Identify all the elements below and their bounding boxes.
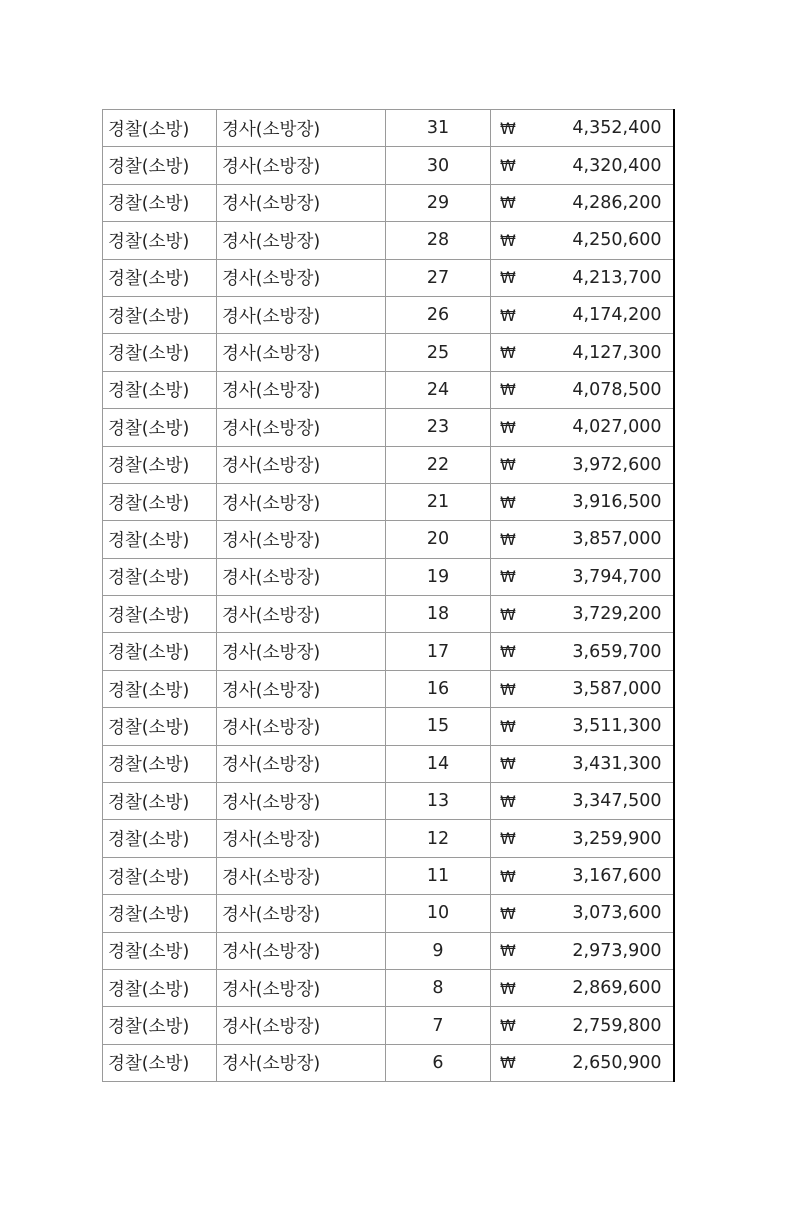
pay-amount: 4,078,500 xyxy=(572,379,662,400)
pay-cell[interactable] xyxy=(491,932,674,969)
pay-value-wrap xyxy=(491,118,673,138)
table-row xyxy=(103,670,674,707)
pay-amount: 3,431,300 xyxy=(572,753,662,774)
grade-cell[interactable]: 19 xyxy=(386,558,491,595)
org-cell[interactable]: 경찰(소방) xyxy=(103,558,217,595)
currency-symbol: ₩ xyxy=(500,343,516,363)
org-cell[interactable]: 경찰(소방) xyxy=(103,483,217,520)
pay-amount: 3,587,000 xyxy=(572,679,662,700)
pay-cell[interactable] xyxy=(491,259,674,296)
grade-cell[interactable]: 14 xyxy=(386,745,491,782)
pay-value-wrap xyxy=(491,679,673,699)
pay-value-wrap xyxy=(491,343,673,363)
pay-cell[interactable] xyxy=(491,371,674,408)
org-cell[interactable]: 경찰(소방) xyxy=(103,670,217,707)
rank-cell[interactable]: 경사(소방장) xyxy=(217,820,386,857)
pay-cell[interactable] xyxy=(491,483,674,520)
currency-symbol: ₩ xyxy=(500,455,516,475)
pay-amount: 3,073,600 xyxy=(572,903,662,924)
org-cell[interactable]: 경찰(소방) xyxy=(103,1044,217,1081)
rank-cell[interactable]: 경사(소방장) xyxy=(217,670,386,707)
pay-cell[interactable] xyxy=(491,1007,674,1044)
table-row xyxy=(103,1044,674,1081)
pay-cell[interactable] xyxy=(491,857,674,894)
pay-cell[interactable] xyxy=(491,708,674,745)
table-row xyxy=(103,371,674,408)
currency-symbol: ₩ xyxy=(500,791,516,811)
rank-cell[interactable]: 경사(소방장) xyxy=(217,558,386,595)
grade-cell[interactable]: 30 xyxy=(386,147,491,184)
rank-cell[interactable]: 경사(소방장) xyxy=(217,857,386,894)
pay-cell[interactable] xyxy=(491,409,674,446)
grade-cell[interactable]: 6 xyxy=(386,1044,491,1081)
currency-symbol: ₩ xyxy=(500,118,516,138)
org-cell[interactable]: 경찰(소방) xyxy=(103,969,217,1006)
grade-cell[interactable]: 24 xyxy=(386,371,491,408)
pay-amount: 2,759,800 xyxy=(572,1015,662,1036)
currency-symbol: ₩ xyxy=(500,417,516,437)
pay-value-wrap xyxy=(491,305,673,325)
pay-value-wrap xyxy=(491,417,673,437)
rank-cell[interactable]: 경사(소방장) xyxy=(217,259,386,296)
currency-symbol: ₩ xyxy=(500,529,516,549)
pay-cell[interactable] xyxy=(491,670,674,707)
org-cell[interactable]: 경찰(소방) xyxy=(103,222,217,259)
pay-cell[interactable] xyxy=(491,521,674,558)
pay-cell[interactable] xyxy=(491,745,674,782)
pay-value-wrap xyxy=(491,1053,673,1073)
table-row xyxy=(103,633,674,670)
pay-amount: 3,857,000 xyxy=(572,529,662,550)
org-cell[interactable]: 경찰(소방) xyxy=(103,446,217,483)
currency-symbol: ₩ xyxy=(500,156,516,176)
org-cell[interactable]: 경찰(소방) xyxy=(103,895,217,932)
grade-cell[interactable]: 16 xyxy=(386,670,491,707)
pay-value-wrap xyxy=(491,791,673,811)
grade-cell[interactable]: 21 xyxy=(386,483,491,520)
pay-amount: 4,352,400 xyxy=(572,118,662,139)
org-cell[interactable]: 경찰(소방) xyxy=(103,633,217,670)
pay-amount: 4,174,200 xyxy=(572,305,662,326)
pay-value-wrap xyxy=(491,268,673,288)
grade-cell[interactable]: 8 xyxy=(386,969,491,1006)
grade-cell[interactable]: 17 xyxy=(386,633,491,670)
org-cell[interactable]: 경찰(소방) xyxy=(103,371,217,408)
pay-value-wrap xyxy=(491,604,673,624)
grade-cell[interactable]: 31 xyxy=(386,110,491,147)
pay-amount: 4,286,200 xyxy=(572,192,662,213)
table-row xyxy=(103,446,674,483)
rank-cell[interactable]: 경사(소방장) xyxy=(217,708,386,745)
grade-cell[interactable]: 25 xyxy=(386,334,491,371)
currency-symbol: ₩ xyxy=(500,1016,516,1036)
grade-cell[interactable]: 18 xyxy=(386,596,491,633)
salary-table xyxy=(102,109,675,1082)
pay-cell[interactable] xyxy=(491,446,674,483)
pay-value-wrap xyxy=(491,642,673,662)
pay-cell[interactable] xyxy=(491,296,674,333)
pay-amount: 2,973,900 xyxy=(572,940,662,961)
table-row xyxy=(103,558,674,595)
table-row xyxy=(103,1007,674,1044)
table-row xyxy=(103,110,674,147)
currency-symbol: ₩ xyxy=(500,567,516,587)
pay-cell[interactable] xyxy=(491,147,674,184)
rank-cell[interactable]: 경사(소방장) xyxy=(217,296,386,333)
grade-cell[interactable]: 9 xyxy=(386,932,491,969)
grade-cell[interactable]: 7 xyxy=(386,1007,491,1044)
currency-symbol: ₩ xyxy=(500,230,516,250)
table-row xyxy=(103,745,674,782)
currency-symbol: ₩ xyxy=(500,978,516,998)
rank-cell[interactable]: 경사(소방장) xyxy=(217,969,386,1006)
currency-symbol: ₩ xyxy=(500,716,516,736)
pay-amount: 3,729,200 xyxy=(572,604,662,625)
currency-symbol: ₩ xyxy=(500,492,516,512)
pay-amount: 4,213,700 xyxy=(572,267,662,288)
rank-cell[interactable]: 경사(소방장) xyxy=(217,783,386,820)
currency-symbol: ₩ xyxy=(500,1053,516,1073)
pay-amount: 3,347,500 xyxy=(572,791,662,812)
org-cell[interactable]: 경찰(소방) xyxy=(103,820,217,857)
currency-symbol: ₩ xyxy=(500,866,516,886)
org-cell[interactable]: 경찰(소방) xyxy=(103,783,217,820)
pay-amount: 3,972,600 xyxy=(572,454,662,475)
currency-symbol: ₩ xyxy=(500,268,516,288)
table-row xyxy=(103,259,674,296)
currency-symbol: ₩ xyxy=(500,305,516,325)
rank-cell[interactable]: 경사(소방장) xyxy=(217,446,386,483)
rank-cell[interactable]: 경사(소방장) xyxy=(217,1007,386,1044)
rank-cell[interactable]: 경사(소방장) xyxy=(217,147,386,184)
pay-value-wrap xyxy=(491,716,673,736)
currency-symbol: ₩ xyxy=(500,193,516,213)
rank-cell[interactable]: 경사(소방장) xyxy=(217,745,386,782)
org-cell[interactable]: 경찰(소방) xyxy=(103,932,217,969)
pay-amount: 3,659,700 xyxy=(572,641,662,662)
rank-cell[interactable]: 경사(소방장) xyxy=(217,371,386,408)
table-row xyxy=(103,932,674,969)
org-cell[interactable]: 경찰(소방) xyxy=(103,184,217,221)
currency-symbol: ₩ xyxy=(500,642,516,662)
pay-amount: 3,167,600 xyxy=(572,866,662,886)
rank-cell[interactable]: 경사(소방장) xyxy=(217,334,386,371)
pay-cell[interactable] xyxy=(491,969,674,1006)
pay-amount: 4,250,600 xyxy=(572,230,662,251)
org-cell[interactable]: 경찰(소방) xyxy=(103,334,217,371)
pay-cell[interactable] xyxy=(491,110,674,147)
table-row xyxy=(103,483,674,520)
pay-value-wrap xyxy=(491,903,673,923)
table-row xyxy=(103,147,674,184)
pay-amount: 3,511,300 xyxy=(572,716,662,737)
pay-value-wrap xyxy=(491,230,673,250)
pay-amount: 2,869,600 xyxy=(572,978,662,999)
currency-symbol: ₩ xyxy=(500,829,516,849)
table-row xyxy=(103,783,674,820)
grade-cell[interactable]: 12 xyxy=(386,820,491,857)
org-cell[interactable]: 경찰(소방) xyxy=(103,745,217,782)
pay-cell[interactable] xyxy=(491,596,674,633)
pay-value-wrap xyxy=(491,567,673,587)
org-cell[interactable]: 경찰(소방) xyxy=(103,596,217,633)
pay-amount: 3,916,500 xyxy=(572,492,662,513)
grade-cell[interactable]: 26 xyxy=(386,296,491,333)
grade-cell[interactable]: 13 xyxy=(386,783,491,820)
rank-cell[interactable]: 경사(소방장) xyxy=(217,1044,386,1081)
currency-symbol: ₩ xyxy=(500,941,516,961)
pay-cell[interactable] xyxy=(491,895,674,932)
pay-value-wrap xyxy=(491,529,673,549)
pay-value-wrap xyxy=(491,866,673,886)
org-cell[interactable]: 경찰(소방) xyxy=(103,296,217,333)
org-cell[interactable]: 경찰(소방) xyxy=(103,147,217,184)
pay-cell[interactable] xyxy=(491,820,674,857)
pay-value-wrap xyxy=(491,941,673,961)
table-row xyxy=(103,708,674,745)
table-row xyxy=(103,334,674,371)
rank-cell[interactable]: 경사(소방장) xyxy=(217,483,386,520)
table-row xyxy=(103,521,674,558)
table-row xyxy=(103,296,674,333)
org-cell[interactable]: 경찰(소방) xyxy=(103,521,217,558)
grade-cell[interactable]: 20 xyxy=(386,521,491,558)
pay-amount: 4,320,400 xyxy=(572,155,662,176)
grade-cell[interactable]: 11 xyxy=(386,857,491,894)
pay-amount: 3,794,700 xyxy=(572,566,662,587)
grade-cell[interactable]: 28 xyxy=(386,222,491,259)
pay-value-wrap xyxy=(491,829,673,849)
pay-amount: 4,027,000 xyxy=(572,417,662,438)
pay-value-wrap xyxy=(491,492,673,512)
org-cell[interactable]: 경찰(소방) xyxy=(103,259,217,296)
pay-cell[interactable] xyxy=(491,184,674,221)
table-row xyxy=(103,820,674,857)
rank-cell[interactable]: 경사(소방장) xyxy=(217,110,386,147)
grade-cell[interactable]: 29 xyxy=(386,184,491,221)
org-cell[interactable]: 경찰(소방) xyxy=(103,1007,217,1044)
table-row xyxy=(103,222,674,259)
pay-cell[interactable] xyxy=(491,633,674,670)
pay-amount: 2,650,900 xyxy=(572,1052,662,1073)
org-cell[interactable]: 경찰(소방) xyxy=(103,857,217,894)
pay-value-wrap xyxy=(491,1016,673,1036)
org-cell[interactable]: 경찰(소방) xyxy=(103,110,217,147)
rank-cell[interactable]: 경사(소방장) xyxy=(217,932,386,969)
grade-cell[interactable]: 15 xyxy=(386,708,491,745)
org-cell[interactable]: 경찰(소방) xyxy=(103,409,217,446)
pay-cell[interactable] xyxy=(491,334,674,371)
currency-symbol: ₩ xyxy=(500,380,516,400)
pay-cell[interactable] xyxy=(491,558,674,595)
pay-value-wrap xyxy=(491,754,673,774)
rank-cell[interactable]: 경사(소방장) xyxy=(217,409,386,446)
pay-cell[interactable] xyxy=(491,222,674,259)
grade-cell[interactable]: 23 xyxy=(386,409,491,446)
currency-symbol: ₩ xyxy=(500,903,516,923)
table-row xyxy=(103,409,674,446)
currency-symbol: ₩ xyxy=(500,604,516,624)
pay-value-wrap xyxy=(491,978,673,998)
table-row xyxy=(103,895,674,932)
pay-cell[interactable] xyxy=(491,783,674,820)
table-row xyxy=(103,857,674,894)
rank-cell[interactable]: 경사(소방장) xyxy=(217,184,386,221)
rank-cell[interactable]: 경사(소방장) xyxy=(217,222,386,259)
grade-cell[interactable]: 10 xyxy=(386,895,491,932)
pay-value-wrap xyxy=(491,380,673,400)
table-row xyxy=(103,184,674,221)
salary-table-body xyxy=(103,110,674,1082)
pay-value-wrap xyxy=(491,156,673,176)
grade-cell[interactable]: 22 xyxy=(386,446,491,483)
rank-cell[interactable]: 경사(소방장) xyxy=(217,633,386,670)
pay-amount: 4,127,300 xyxy=(572,342,662,363)
currency-symbol: ₩ xyxy=(500,754,516,774)
org-cell[interactable]: 경찰(소방) xyxy=(103,708,217,745)
pay-value-wrap xyxy=(491,455,673,475)
pay-value-wrap xyxy=(491,193,673,213)
grade-cell[interactable]: 27 xyxy=(386,259,491,296)
rank-cell[interactable]: 경사(소방장) xyxy=(217,521,386,558)
pay-amount: 3,259,900 xyxy=(572,828,662,849)
currency-symbol: ₩ xyxy=(500,679,516,699)
table-row xyxy=(103,596,674,633)
pay-cell[interactable] xyxy=(491,1044,674,1081)
rank-cell[interactable]: 경사(소방장) xyxy=(217,895,386,932)
table-row xyxy=(103,969,674,1006)
rank-cell[interactable]: 경사(소방장) xyxy=(217,596,386,633)
